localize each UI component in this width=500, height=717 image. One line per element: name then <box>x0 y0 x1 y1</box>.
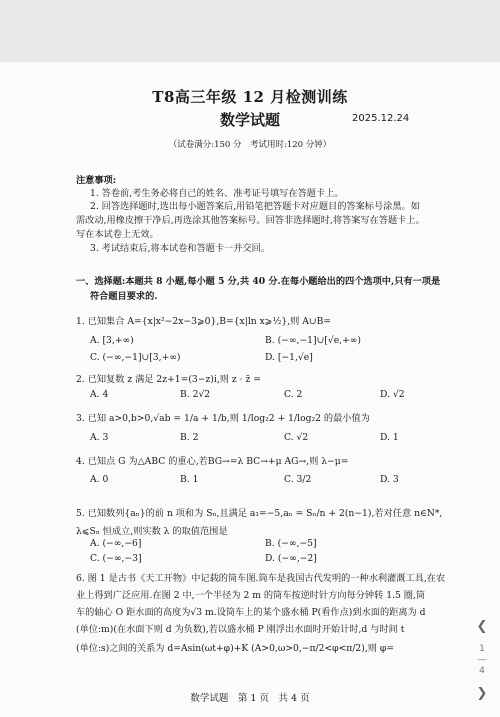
chevron-right-icon[interactable]: ❯ <box>476 686 488 701</box>
question-6-line: 6. 图 1 是古书《天工开物》中记载的筒车图.筒车是我国古代发明的一种水利灌溉工具,在农 <box>76 573 446 584</box>
chevron-left-icon[interactable]: ❮ <box>476 619 488 634</box>
q5-option-c: C. (−∞,−3] <box>90 553 142 564</box>
exam-date: 2025.12.24 <box>352 113 410 124</box>
q4-option-c: C. 3/2 <box>284 474 312 485</box>
q1-option-b: B. (−∞,−1]∪[√e,+∞) <box>265 335 362 346</box>
q1-option-d: D. [−1,√e] <box>265 352 313 363</box>
current-page: 1 <box>479 643 485 654</box>
q4-option-d: D. 3 <box>380 474 399 485</box>
page-indicator <box>478 644 487 677</box>
q4-option-a: A. 0 <box>90 474 109 485</box>
question-4-stem: 4. 已知点 G 为△ABC 的重心,若BG→=λ BC→+μ AG→,则 λ−μ= <box>76 456 349 467</box>
question-2-stem: 2. 已知复数 z 满足 2z+1=(3−z)i,则 z · z̄ = <box>76 374 261 385</box>
q5-option-a: A. (−∞,−6] <box>90 538 142 549</box>
notice-line: 3. 考试结束后,将本试卷和答题卡一并交回。 <box>90 243 270 254</box>
total-pages: 4 <box>479 665 485 676</box>
page-separator: — <box>477 654 487 665</box>
q3-option-c: C. √2 <box>284 432 309 443</box>
page-navigator <box>470 620 494 700</box>
exam-subject: 数学试题 <box>219 111 280 129</box>
q2-option-a: A. 4 <box>90 389 109 400</box>
q2-option-d: D. √2 <box>380 389 405 400</box>
question-6-line: 业上得到广泛应用.在图 2 中,一个半径为 2 m 的筒车按逆时针方向每分钟转 1.5 圈,筒 <box>76 590 426 601</box>
notice-line: 1. 答卷前,考生务必将自己的姓名、准考证号填写在答题卡上。 <box>90 188 344 199</box>
notice-line: 写在本试卷上无效。 <box>76 229 159 240</box>
question-6-line: 车的轴心 O 距水面的高度为√3 m.设筒车上的某个盛水桶 P(看作点)到水面的距离为 d <box>76 607 426 618</box>
notice-line: 需改动,用橡皮擦干净后,再选涂其他答案标号。回答非选择题时,将答案写在答题卡上。 <box>76 215 425 226</box>
q4-option-b: B. 1 <box>180 474 199 485</box>
page-footer: 数学试题 第 1 页 共 4 页 <box>190 693 310 704</box>
section-heading: 一、选择题:本题共 8 小题,每小题 5 分,共 40 分.在每小题给出的四个选项中,只有一项是 <box>76 276 441 287</box>
exam-meta: （试卷满分:150 分 考试用时:120 分钟） <box>168 140 332 150</box>
q5-option-b: B. (−∞,−5] <box>265 538 317 549</box>
q2-option-c: C. 2 <box>284 389 303 400</box>
question-6-line: (单位:m)(在水面下则 d 为负数),若以盛水桶 P 刚浮出水面时开始计时,d 与时间 t <box>76 624 405 635</box>
notice-heading: 注意事项: <box>76 175 117 186</box>
question-5-stem-cont: λ⩽Sₙ 恒成立,则实数 λ 的取值范围是 <box>76 526 228 537</box>
q5-option-d: D. (−∞,−2] <box>265 553 317 564</box>
q3-option-b: B. 2 <box>180 432 199 443</box>
q2-option-b: B. 2√2 <box>180 389 211 400</box>
q3-option-a: A. 3 <box>90 432 109 443</box>
section-heading-cont: 符合题目要求的. <box>90 291 158 302</box>
question-3-stem: 3. 已知 a>0,b>0,√ab = 1/a + 1/b,则 1/log₂2 + 1/log₂2 的最小值为 <box>76 413 370 424</box>
exam-page <box>0 62 500 717</box>
q1-option-c: C. (−∞,−1]∪[3,+∞) <box>90 352 181 363</box>
exam-title: T8高三年级 12 月检测训练 <box>152 88 348 106</box>
question-1-stem: 1. 已知集合 A={x|x²−2x−3⩾0},B={x|ln x⩾½},则 A∪B= <box>76 316 332 327</box>
question-5-stem: 5. 已知数列{aₙ}的前 n 项和为 Sₙ,且满足 a₁=−5,aₙ = Sₙ/n + 2(n−1),若对任意 n∈N*, <box>76 508 443 519</box>
notice-line: 2. 回答选择题时,选出每小题答案后,用铅笔把答题卡对应题目的答案标号涂黑。如 <box>90 201 420 212</box>
q3-option-d: D. 1 <box>380 432 399 443</box>
question-6-line: (单位:s)之间的关系为 d=Asin(ωt+φ)+K (A>0,ω>0,−π/2<φ<π/2),则 φ= <box>76 643 395 654</box>
q1-option-a: A. [3,+∞) <box>90 335 134 346</box>
